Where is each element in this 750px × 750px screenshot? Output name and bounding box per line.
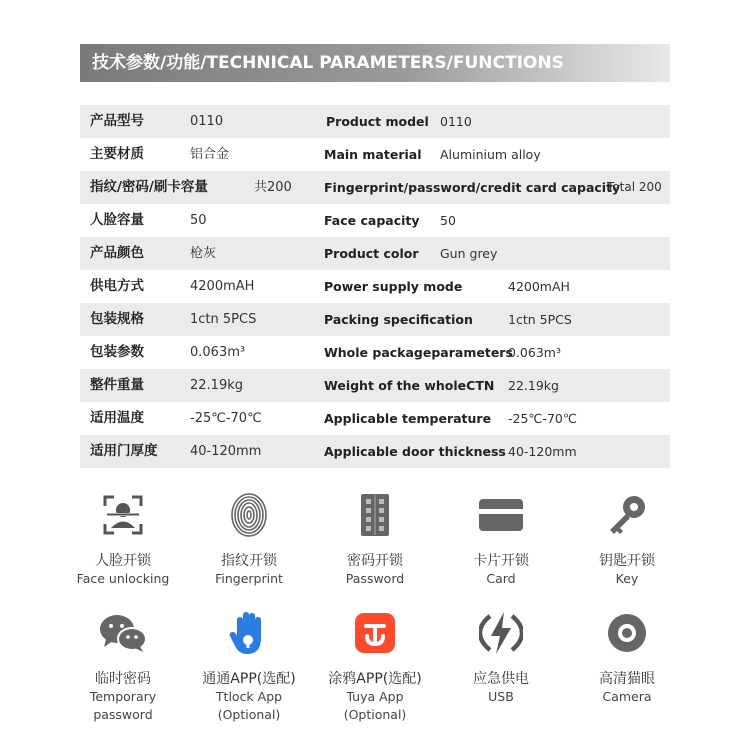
table-row: [80, 270, 670, 303]
feature-title-en: Temporary: [89, 689, 157, 704]
feature-title-en: Ttlock App: [215, 689, 283, 704]
param-value-zh: 0.063m³: [190, 345, 246, 360]
emergency-power-icon: [479, 610, 523, 656]
table-row: [80, 369, 670, 402]
ttlock-hand-icon: [229, 610, 269, 656]
camera-icon: [606, 612, 648, 654]
section-header: [80, 44, 670, 82]
param-label-zh: 适用门厚度: [90, 443, 158, 459]
param-value-zh: 4200mAH: [190, 279, 255, 294]
param-value-zh: 枪灰: [190, 246, 217, 261]
table-row: [80, 303, 670, 336]
table-row: [80, 336, 670, 369]
param-value-zh: -25℃-70℃: [190, 411, 262, 426]
fingerprint-icon: [229, 491, 269, 539]
feature-fingerprint: [186, 490, 312, 588]
feature-title-en: Key: [615, 571, 639, 586]
param-value-en: 40-120mm: [508, 444, 577, 459]
param-value-zh: 铝合金: [190, 147, 230, 162]
param-label-en: Fingerprint/password/credit card capacity: [324, 180, 621, 195]
feature-title-zh: 密码开锁: [347, 553, 403, 569]
feature-title-zh: 卡片开锁: [473, 553, 529, 569]
param-label-zh: 人脸容量: [90, 212, 144, 228]
feature-title-zh: 临时密码: [95, 671, 151, 687]
param-label-en: Applicable temperature: [324, 411, 492, 426]
param-label-zh: 包装规格: [90, 311, 144, 327]
feature-camera: [564, 608, 690, 706]
param-label-en: Applicable door thickness: [324, 444, 506, 459]
feature-title-zh: 涂鸦APP(选配): [328, 671, 422, 687]
param-label-en: Main material: [324, 147, 422, 162]
feature-key: [564, 490, 690, 588]
feature-face-unlock: [60, 490, 186, 588]
param-label-en: Product color: [324, 246, 419, 261]
feature-ttlock-app: [186, 608, 312, 724]
param-value-en: -25℃-70℃: [508, 411, 577, 426]
feature-title-en: Face unlocking: [76, 571, 170, 586]
table-row: [80, 171, 670, 204]
param-value-en: 50: [440, 213, 456, 228]
feature-tuya-app: [312, 608, 438, 724]
param-value-zh: 0110: [190, 114, 224, 129]
feature-title-en: Tuya App: [346, 689, 404, 704]
param-label-zh: 适用温度: [90, 410, 144, 426]
table-row: [80, 402, 670, 435]
keypad-icon: [360, 493, 390, 537]
param-value-zh: 50: [190, 213, 207, 228]
feature-title-en-2: password: [93, 707, 153, 722]
param-value-en: Gun grey: [440, 246, 498, 261]
param-label-zh: 包装参数: [90, 344, 144, 360]
feature-temporary-password: [60, 608, 186, 724]
table-row: [80, 435, 670, 468]
parameters-table: [80, 105, 670, 468]
feature-title-zh: 人脸开锁: [95, 553, 151, 569]
param-label-zh: 产品颜色: [90, 245, 144, 261]
feature-title-zh: 指纹开锁: [221, 553, 277, 569]
feature-title-en: Card: [486, 571, 516, 586]
table-row: [80, 237, 670, 270]
section-title: 技术参数/功能/TECHNICAL PARAMETERS/FUNCTIONS: [92, 53, 564, 73]
key-icon: [604, 492, 650, 538]
feature-title-en: Password: [345, 571, 405, 586]
param-label-zh: 整件重量: [90, 377, 144, 393]
table-row: [80, 204, 670, 237]
param-label-en: Weight of the wholeCTN: [324, 378, 495, 393]
table-row: [80, 138, 670, 171]
table-row: [80, 105, 670, 138]
feature-password: [312, 490, 438, 588]
card-icon: [478, 498, 524, 532]
feature-emergency-power: [438, 608, 564, 706]
param-label-en: Product model: [326, 114, 429, 129]
face-scan-icon: [101, 493, 145, 537]
param-value-zh: 共200: [254, 180, 292, 195]
param-value-en: Aluminium alloy: [440, 147, 541, 162]
feature-title-en: Fingerprint: [215, 571, 283, 586]
feature-title-en: USB: [488, 689, 514, 704]
param-value-zh: 40-120mm: [190, 444, 262, 459]
param-label-zh: 指纹/密码/刷卡容量: [90, 179, 208, 195]
chat-bubbles-icon: [98, 613, 148, 653]
feature-card: [438, 490, 564, 588]
feature-title-zh: 高清猫眼: [599, 671, 655, 687]
feature-title-en: Camera: [602, 689, 652, 704]
param-value-en: 4200mAH: [508, 279, 570, 294]
param-label-en: Whole packageparameters: [324, 345, 513, 360]
param-value-en: Total 200: [607, 180, 662, 194]
param-label-en: Face capacity: [324, 213, 420, 228]
param-value-en: 0110: [440, 114, 472, 129]
param-label-en: Packing specification: [324, 312, 473, 327]
param-label-zh: 产品型号: [90, 113, 144, 129]
feature-title-zh: 钥匙开锁: [599, 553, 655, 569]
param-label-zh: 供电方式: [90, 278, 144, 294]
feature-title-en-2: (Optional): [217, 707, 281, 722]
param-label-zh: 主要材质: [90, 146, 144, 162]
feature-title-en-2: (Optional): [343, 707, 407, 722]
feature-title-zh: 通通APP(选配): [202, 671, 296, 687]
feature-title-zh: 应急供电: [473, 671, 529, 687]
tuya-icon: [354, 612, 396, 654]
param-value-zh: 1ctn 5PCS: [190, 312, 257, 327]
param-value-zh: 22.19kg: [190, 378, 243, 393]
param-value-en: 1ctn 5PCS: [508, 312, 572, 327]
param-value-en: 22.19kg: [508, 378, 559, 393]
param-value-en: 0.063m³: [508, 345, 561, 360]
param-label-en: Power supply mode: [324, 279, 463, 294]
